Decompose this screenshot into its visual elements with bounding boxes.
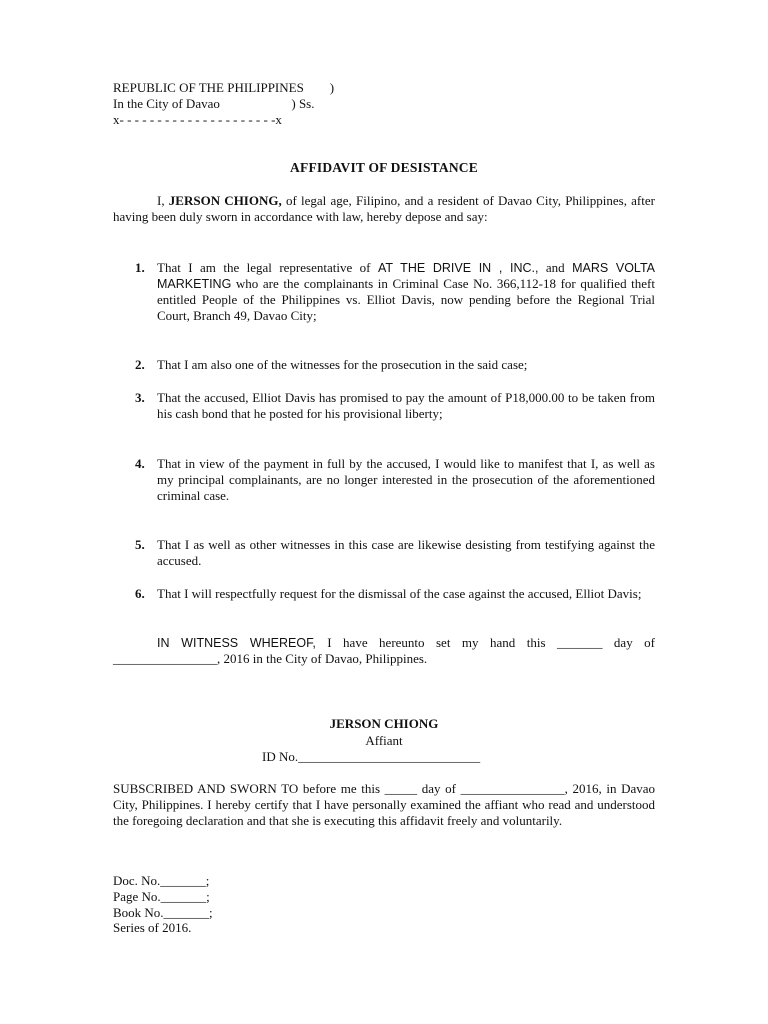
doc-number: Doc. No._______; — [113, 873, 210, 888]
caption-republic: REPUBLIC OF THE PHILIPPINES ) — [113, 80, 335, 95]
item-text: That in view of the payment in full by the accused, I would like to manifest that I, as well as my principal complainants, are no longer interested in the prosecution of the aforementioned criminal case. — [157, 456, 655, 503]
company-name: MARS VOLTA MARKETING — [157, 261, 655, 291]
signatory-name: JERSON CHIONG — [329, 716, 439, 731]
list-item — [135, 586, 655, 602]
item-number: 5. — [135, 537, 145, 552]
list-item — [135, 260, 655, 324]
item-text: That I am also one of the witnesses for the prosecution in the said case; — [157, 357, 528, 372]
list-item — [135, 390, 655, 422]
signatory-role: Affiant — [365, 733, 403, 748]
jurat-paragraph: SUBSCRIBED AND SWORN TO before me this _____ day of ________________, 2016, in Davao City, Philippines. I hereby certify that I have personally examined the affiant who read and understood the foregoing declaration and that she is executing this affidavit freely and voluntarily. — [113, 781, 655, 828]
witness-paragraph — [113, 635, 655, 667]
intro-text: of legal age, Filipino, and a resident of Davao City, Philippines, after having been duly sworn in accordance with law, hereby depose and say: — [113, 193, 655, 224]
intro-prefix: I, — [157, 193, 169, 208]
caption-city: In the City of Davao ) Ss. — [113, 96, 315, 111]
signatory-id-line: ID No.____________________________ — [262, 749, 481, 764]
caption-divider: x- - - - - - - - - - - - - - - - - - - - -x — [113, 112, 282, 127]
book-number: Book No._______; — [113, 905, 213, 920]
item-number: 3. — [135, 390, 145, 405]
list-item — [135, 357, 655, 373]
list-item — [135, 456, 655, 504]
company-name: AT THE DRIVE IN , INC., — [377, 261, 539, 275]
item-text: That the accused, Elliot Davis has promised to pay the amount of P18,000.00 to be taken from his cash bond that he posted for his provisional liberty; — [157, 390, 655, 421]
witness-lead: IN WITNESS WHEREOF, — [157, 636, 316, 650]
witness-text: I have hereunto set my hand this _______ day of ________________, 2016 in the City of Davao, Philippines. — [113, 635, 655, 666]
intro-paragraph — [113, 193, 655, 225]
list-item — [135, 537, 655, 569]
affiant-name: JERSON CHIONG, — [168, 193, 282, 208]
item-number: 6. — [135, 586, 145, 601]
item-text: That I as well as other witnesses in this case are likewise desisting from testifying against the accused. — [157, 537, 655, 568]
item-text: That I will respectfully request for the dismissal of the case against the accused, Elliot Davis; — [157, 586, 642, 601]
series-year: Series of 2016. — [113, 920, 192, 935]
page-number: Page No._______; — [113, 889, 210, 904]
item-text: That I am the legal representative of AT THE DRIVE IN , INC., and MARS VOLTA MARKETING who are the complainants in Criminal Case No. 366,112-18 for qualified theft entitled People of the Philippines vs. Elliot Davis, now pending before the Regional Trial Court, Branch 49, Davao City; — [157, 260, 655, 323]
item-number: 2. — [135, 357, 145, 372]
item-number: 1. — [135, 260, 145, 275]
document-title: AFFIDAVIT OF DESISTANCE — [290, 160, 478, 175]
item-number: 4. — [135, 456, 145, 471]
